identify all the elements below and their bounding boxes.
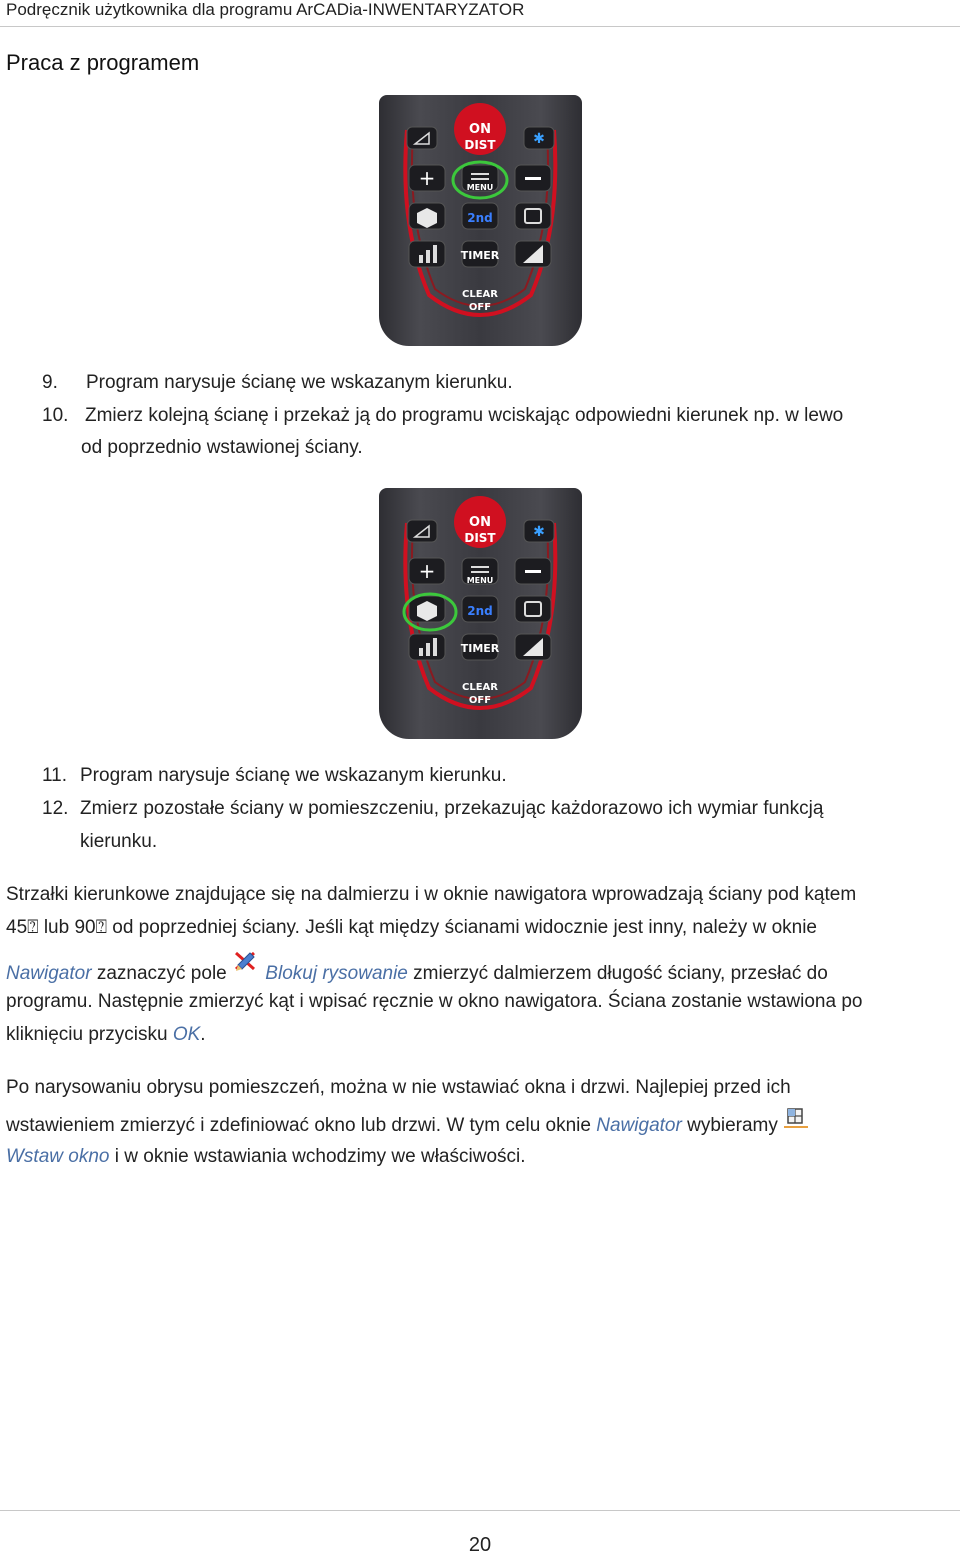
device-2nd-label: 2nd: [467, 211, 493, 225]
device-dist-label: DIST: [464, 531, 496, 545]
svg-text:+: +: [418, 166, 436, 190]
device-dist-label: DIST: [464, 138, 496, 152]
insert-window-icon: [778, 1113, 808, 1133]
list-text: Program narysuje ścianę we wskazanym kierunku.: [80, 765, 507, 786]
text-span: kliknięciu przycisku: [6, 1024, 173, 1045]
list-text: Program narysuje ścianę we wskazanym kierunku.: [86, 372, 513, 393]
text-span: zmierzyć dalmierzem długość ściany, przesłać do: [407, 963, 828, 984]
list-item-10-cont: od poprzednio wstawionej ściany.: [81, 437, 363, 458]
list-text: Zmierz pozostałe ściany w pomieszczeniu, przekazując każdorazowo ich wymiar funkcją: [80, 798, 824, 819]
page-number: 20: [468, 1534, 492, 1556]
svg-text:✱: ✱: [533, 524, 545, 540]
list-number: 12.: [42, 798, 69, 819]
device-menu-label: MENU: [466, 576, 494, 585]
svg-text:✱: ✱: [533, 131, 545, 147]
section-title: Praca z programem: [6, 50, 200, 75]
svg-text:+: +: [418, 559, 436, 583]
page-header: [0, 0, 960, 27]
list-item-11: [42, 765, 507, 787]
device-clear-label: CLEAR: [462, 682, 498, 693]
para2-line1: Po narysowaniu obrysu pomieszczeń, można w nie wstawiać okna i drzwi. Najlepiej przed ich: [6, 1077, 791, 1098]
device-on-label: ON: [469, 515, 491, 530]
device-timer-label: TIMER: [460, 249, 500, 262]
insert-window-label[interactable]: Wstaw okno: [6, 1146, 110, 1167]
para1-line3: [6, 959, 828, 985]
device-2nd-label: 2nd: [467, 604, 493, 618]
list-item-12-cont: kierunku.: [80, 831, 158, 852]
device-off-label: OFF: [468, 302, 492, 313]
list-number: 10.: [42, 405, 69, 426]
device-clear-label: CLEAR: [462, 289, 498, 300]
device-off-label: OFF: [468, 695, 492, 706]
block-drawing-icon: [232, 959, 260, 981]
device-timer-label: TIMER: [460, 642, 500, 655]
block-drawing-label[interactable]: Blokuj rysowanie: [265, 963, 408, 984]
list-item-12: [42, 798, 824, 820]
list-number: 11.: [42, 765, 68, 786]
text-span: zaznaczyć pole: [91, 963, 233, 984]
list-item-10: [42, 405, 844, 427]
device-menu-label: MENU: [466, 183, 494, 192]
rangefinder-image-cube: [379, 488, 582, 739]
para1-line2: 45⍰ lub 90⍰ od poprzedniej ściany. Jeśli kąt między ścianami widocznie jest inny, należy w oknie: [6, 917, 817, 938]
text-span: .: [200, 1024, 206, 1045]
device-on-label: ON: [469, 122, 491, 137]
para1-line4: programu. Następnie zmierzyć kąt i wpisać ręcznie w okno nawigatora. Ściana zostanie wstawiona po: [6, 991, 863, 1012]
para1-line1: Strzałki kierunkowe znajdujące się na dalmierzu i w oknie nawigatora wprowadzają ściany pod kątem: [6, 884, 857, 905]
list-number: 9.: [42, 372, 58, 393]
ok-button-label[interactable]: OK: [172, 1024, 201, 1045]
para2-line2: [6, 1113, 808, 1137]
navigator-link[interactable]: Nawigator: [596, 1115, 682, 1136]
text-span: i w oknie wstawiania wchodzimy we właściwości.: [109, 1146, 526, 1167]
list-text: Zmierz kolejną ścianę i przekaż ją do programu wciskając odpowiedni kierunek np. w lewo: [85, 405, 844, 426]
para2-line3: [6, 1146, 526, 1168]
list-item-9: [42, 372, 513, 394]
rangefinder-image-menu: [379, 95, 582, 346]
text-span: wstawieniem zmierzyć i zdefiniować okno lub drzwi. W tym celu oknie: [6, 1115, 597, 1136]
para1-line5: [6, 1024, 206, 1046]
navigator-link[interactable]: Nawigator: [6, 963, 92, 984]
footer-divider: [0, 1510, 960, 1511]
header-title: Podręcznik użytkownika dla programu ArCADia-INWENTARYZATOR: [6, 0, 525, 19]
text-span: wybieramy: [681, 1115, 778, 1136]
